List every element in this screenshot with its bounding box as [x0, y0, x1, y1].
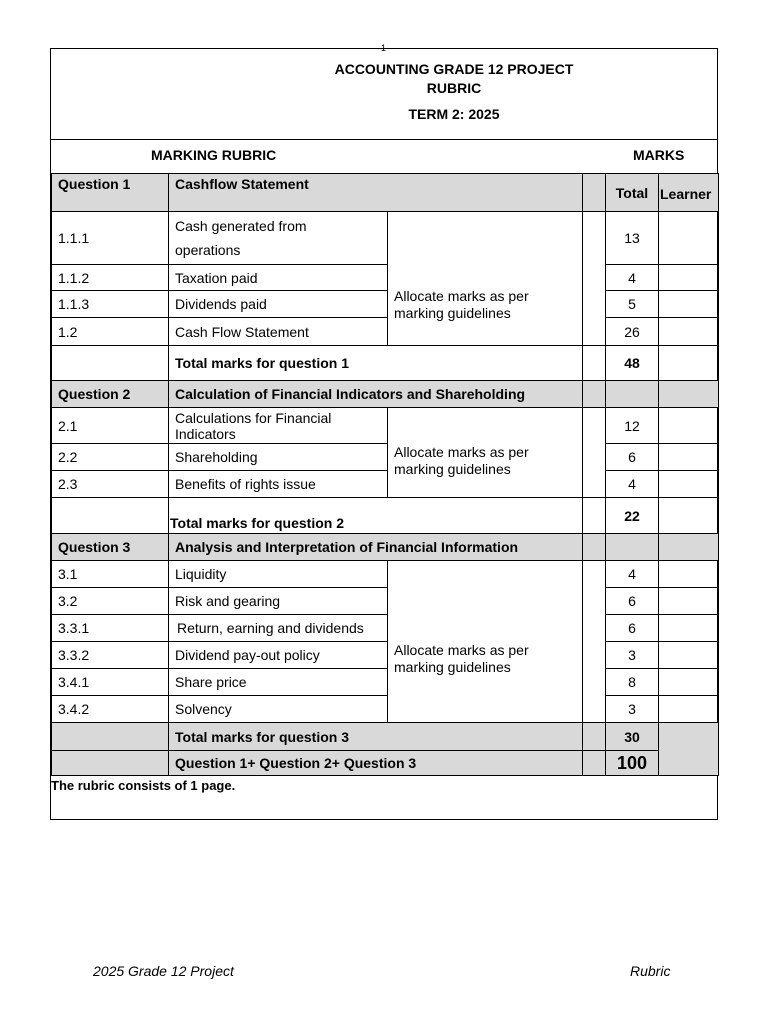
q2-total-value: 22 — [606, 498, 659, 534]
item-number: 3.1 — [52, 561, 169, 588]
q1-header-row — [52, 174, 719, 212]
q1-total-value: 48 — [606, 346, 659, 381]
learner-mark-cell[interactable] — [659, 498, 719, 534]
item-number: 1.1.1 — [52, 212, 169, 265]
q2-total-row — [52, 498, 719, 534]
learner-mark-cell[interactable] — [659, 408, 719, 444]
learner-mark-cell[interactable] — [659, 588, 719, 615]
item-description: Dividend pay-out policy — [169, 642, 388, 669]
table-row — [52, 696, 719, 723]
term-label: TERM 2: 2025 — [408, 106, 500, 122]
item-number: 3.4.1 — [52, 669, 169, 696]
item-total: 4 — [606, 265, 659, 291]
q3-total-row — [52, 723, 719, 751]
footer-left: 2025 Grade 12 Project — [93, 963, 234, 979]
learner-mark-cell[interactable] — [659, 696, 719, 723]
marking-rubric-label: MARKING RUBRIC — [151, 147, 277, 163]
learner-mark-cell[interactable] — [659, 444, 719, 471]
item-description — [169, 212, 388, 265]
item-number: 3.3.1 — [52, 615, 169, 642]
q1-heading: Question 1 — [52, 174, 169, 212]
item-description: Shareholding — [169, 444, 388, 471]
item-description: Liquidity — [169, 561, 388, 588]
learner-mark-cell[interactable] — [659, 212, 719, 265]
learner-mark-cell[interactable] — [659, 561, 719, 588]
learner-mark-cell[interactable] — [659, 471, 719, 498]
item-description: Calculations for Financial Indicators — [169, 408, 388, 444]
rubric-table — [51, 173, 719, 776]
item-description: Solvency — [169, 696, 388, 723]
item-number: 1.1.3 — [52, 291, 169, 318]
q2-header-row — [52, 381, 719, 408]
learner-mark-cell[interactable] — [659, 615, 719, 642]
table-row — [52, 318, 719, 346]
learner-mark-cell[interactable] — [659, 318, 719, 346]
header-divider — [51, 139, 717, 140]
learner-mark-cell[interactable] — [659, 265, 719, 291]
q3-header-row — [52, 534, 719, 561]
rubric-note: The rubric consists of 1 page. — [51, 778, 236, 793]
footer-right: Rubric — [630, 963, 671, 979]
item-total: 4 — [606, 471, 659, 498]
item-description: Return, earning and dividends — [169, 615, 388, 642]
q3-heading: Question 3 — [52, 534, 169, 561]
table-row — [52, 471, 719, 498]
item-total: 13 — [606, 212, 659, 265]
table-row — [52, 265, 719, 291]
learner-mark-cell[interactable] — [659, 346, 719, 381]
q2-heading: Question 2 — [52, 381, 169, 408]
grand-total-value: 100 — [606, 751, 659, 776]
item-number: 3.3.2 — [52, 642, 169, 669]
table-row — [52, 669, 719, 696]
item-number: 1.1.2 — [52, 265, 169, 291]
learner-mark-cell[interactable] — [659, 723, 719, 776]
item-number: 2.2 — [52, 444, 169, 471]
learner-mark-cell[interactable] — [659, 642, 719, 669]
q1-total-label: Total marks for question 1 — [169, 346, 583, 381]
item-total: 26 — [606, 318, 659, 346]
q3-total-label: Total marks for question 3 — [169, 723, 583, 751]
item-number: 3.2 — [52, 588, 169, 615]
item-number: 1.2 — [52, 318, 169, 346]
grand-total-row — [52, 751, 719, 776]
item-description: Risk and gearing — [169, 588, 388, 615]
allocate-marks-note: Allocate marks as per marking guidelines — [388, 408, 583, 498]
item-description: Taxation paid — [169, 265, 388, 291]
item-number: 3.4.2 — [52, 696, 169, 723]
item-total: 3 — [606, 642, 659, 669]
q3-total-value: 30 — [606, 723, 659, 751]
item-description-line: Cash generated from — [175, 218, 307, 234]
item-number: 2.3 — [52, 471, 169, 498]
learner-column-header: Learner — [659, 174, 719, 212]
item-total: 5 — [606, 291, 659, 318]
item-total: 4 — [606, 561, 659, 588]
item-total: 6 — [606, 588, 659, 615]
item-description: Cash Flow Statement — [169, 318, 388, 346]
item-description: Share price — [169, 669, 388, 696]
page-mark: 1 — [381, 43, 387, 53]
table-row — [52, 212, 719, 265]
table-row — [52, 291, 719, 318]
q1-title: Cashflow Statement — [169, 174, 583, 212]
item-total: 6 — [606, 615, 659, 642]
q3-title: Analysis and Interpretation of Financial Information — [169, 534, 583, 561]
title-line-1: ACCOUNTING GRADE 12 PROJECT — [334, 61, 574, 77]
table-row — [52, 615, 719, 642]
table-row — [52, 588, 719, 615]
table-row — [52, 408, 719, 444]
item-total: 3 — [606, 696, 659, 723]
table-row — [52, 444, 719, 471]
q1-total-row — [52, 346, 719, 381]
item-number: 2.1 — [52, 408, 169, 444]
item-total: 6 — [606, 444, 659, 471]
marks-label: MARKS — [633, 147, 685, 163]
item-total: 12 — [606, 408, 659, 444]
allocate-marks-note: Allocate marks as per marking guidelines — [388, 561, 583, 723]
item-description-line: operations — [175, 242, 241, 258]
table-row — [52, 642, 719, 669]
q2-total-label: Total marks for question 2 — [169, 498, 583, 534]
title-line-2: RUBRIC — [426, 80, 482, 96]
item-description: Dividends paid — [169, 291, 388, 318]
total-column-header: Total — [606, 174, 659, 212]
learner-mark-cell[interactable] — [659, 669, 719, 696]
rubric-frame — [50, 43, 718, 820]
item-description: Benefits of rights issue — [169, 471, 388, 498]
allocate-marks-note: Allocate marks as per marking guidelines — [388, 212, 583, 346]
table-row — [52, 561, 719, 588]
q2-title: Calculation of Financial Indicators and Shareholding — [169, 381, 583, 408]
learner-mark-cell[interactable] — [659, 291, 719, 318]
grand-total-label: Question 1+ Question 2+ Question 3 — [169, 751, 583, 776]
item-total: 8 — [606, 669, 659, 696]
